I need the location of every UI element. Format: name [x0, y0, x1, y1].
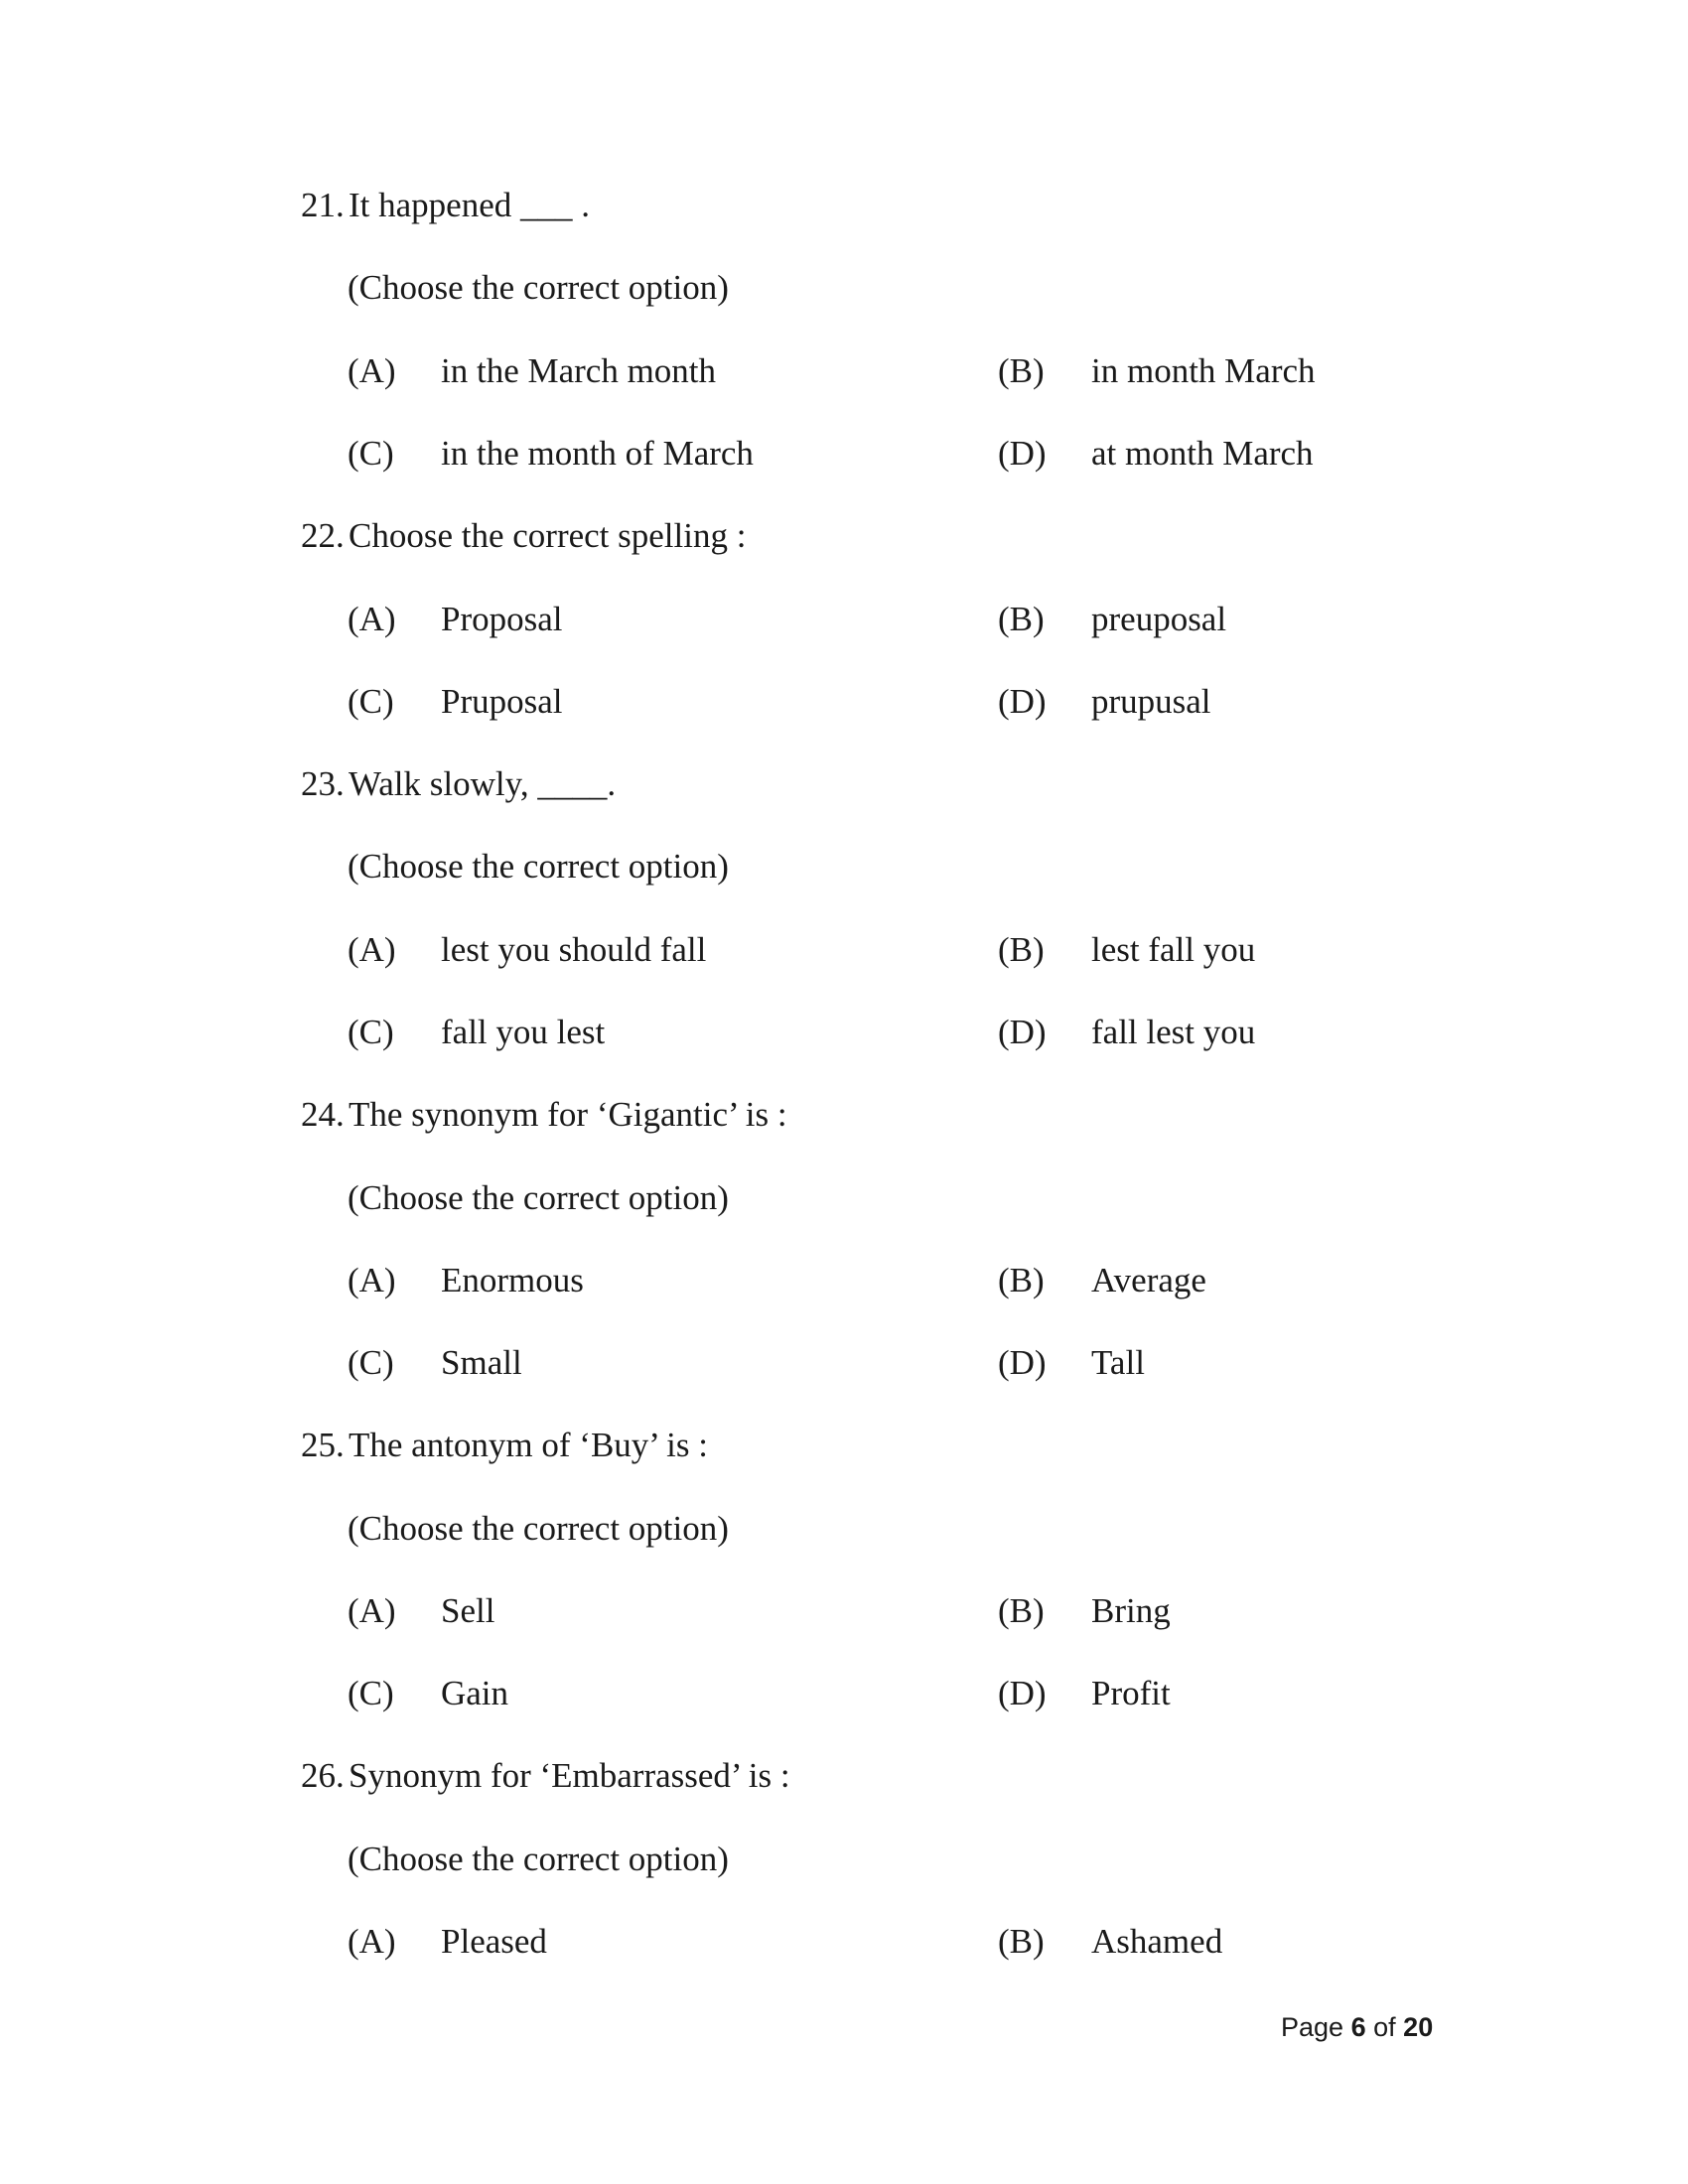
- question-text: Choose the correct spelling :: [349, 516, 747, 555]
- option-b: [998, 1920, 1222, 1964]
- footer-of: of: [1373, 2012, 1396, 2042]
- question-instruction: (Choose the correct option): [348, 1509, 729, 1548]
- option-a: [348, 598, 563, 641]
- option-letter: (B): [998, 351, 1045, 390]
- option-letter: (A): [348, 600, 396, 638]
- option-letter: (C): [348, 434, 394, 473]
- option-letter: (D): [998, 1674, 1047, 1712]
- option-text: Bring: [1091, 1591, 1171, 1630]
- option-text: Average: [1091, 1261, 1206, 1299]
- question-number: 21.: [301, 186, 345, 224]
- option-b: [998, 1589, 1171, 1633]
- option-a: [348, 1589, 494, 1633]
- option-letter: (C): [348, 1674, 394, 1712]
- option-text: Small: [441, 1343, 522, 1382]
- option-letter: (B): [998, 1591, 1045, 1630]
- option-text: at month March: [1091, 434, 1314, 473]
- option-letter: (C): [348, 1013, 394, 1051]
- question-instruction: (Choose the correct option): [348, 847, 729, 886]
- option-a: [348, 1920, 547, 1964]
- option-text: fall you lest: [441, 1013, 606, 1051]
- option-letter: (B): [998, 1922, 1045, 1961]
- option-b: [998, 598, 1226, 641]
- footer-total-pages: 20: [1403, 2012, 1434, 2042]
- question-text: Synonym for ‘Embarrassed’ is :: [349, 1756, 790, 1795]
- option-letter: (D): [998, 1343, 1047, 1382]
- option-d: [998, 1341, 1145, 1385]
- option-d: [998, 1672, 1171, 1715]
- option-text: lest fall you: [1091, 930, 1256, 969]
- option-b: [998, 349, 1316, 393]
- question-instruction: (Choose the correct option): [348, 1840, 729, 1878]
- option-c: [348, 432, 754, 476]
- option-text: Profit: [1091, 1674, 1171, 1712]
- question-text: Walk slowly, ____.: [349, 764, 617, 803]
- question-21: [301, 184, 590, 227]
- question-text: The synonym for ‘Gigantic’ is :: [349, 1095, 787, 1134]
- option-text: in the month of March: [441, 434, 754, 473]
- option-letter: (A): [348, 1261, 396, 1299]
- question-25: [301, 1424, 708, 1467]
- question-text: The antonym of ‘Buy’ is :: [349, 1426, 708, 1464]
- option-text: Pruposal: [441, 682, 563, 721]
- option-text: fall lest you: [1091, 1013, 1256, 1051]
- option-letter: (C): [348, 1343, 394, 1382]
- option-letter: (A): [348, 1591, 396, 1630]
- option-letter: (D): [998, 682, 1047, 721]
- option-text: Ashamed: [1091, 1922, 1223, 1961]
- option-a: [348, 1259, 584, 1302]
- option-d: [998, 432, 1314, 476]
- option-d: [998, 680, 1211, 724]
- option-text: Pleased: [441, 1922, 547, 1961]
- question-number: 24.: [301, 1095, 345, 1134]
- option-c: [348, 1672, 508, 1715]
- question-24: [301, 1093, 787, 1137]
- question-22: [301, 514, 746, 558]
- option-text: Sell: [441, 1591, 495, 1630]
- option-text: in the March month: [441, 351, 717, 390]
- option-letter: (D): [998, 434, 1047, 473]
- option-text: prupusal: [1091, 682, 1211, 721]
- option-text: Proposal: [441, 600, 563, 638]
- option-a: [348, 928, 706, 972]
- question-number: 26.: [301, 1756, 345, 1795]
- option-letter: (A): [348, 1922, 396, 1961]
- option-d: [998, 1011, 1255, 1054]
- footer-prefix: Page: [1281, 2012, 1344, 2042]
- option-text: Tall: [1091, 1343, 1145, 1382]
- question-number: 22.: [301, 516, 345, 555]
- option-b: [998, 928, 1255, 972]
- page-number-footer: [1281, 2010, 1433, 2044]
- option-letter: (D): [998, 1013, 1047, 1051]
- option-text: Enormous: [441, 1261, 584, 1299]
- question-23: [301, 762, 616, 806]
- option-c: [348, 1341, 522, 1385]
- option-a: [348, 349, 716, 393]
- option-letter: (B): [998, 1261, 1045, 1299]
- option-text: preuposal: [1091, 600, 1227, 638]
- question-instruction: (Choose the correct option): [348, 1178, 729, 1217]
- option-text: in month March: [1091, 351, 1316, 390]
- question-text: It happened ___ .: [349, 186, 590, 224]
- option-letter: (B): [998, 600, 1045, 638]
- option-letter: (C): [348, 682, 394, 721]
- option-text: Gain: [441, 1674, 509, 1712]
- option-c: [348, 680, 563, 724]
- question-number: 25.: [301, 1426, 345, 1464]
- question-number: 23.: [301, 764, 345, 803]
- option-c: [348, 1011, 605, 1054]
- footer-current-page: 6: [1350, 2012, 1366, 2042]
- question-26: [301, 1754, 790, 1798]
- question-instruction: (Choose the correct option): [348, 268, 729, 307]
- option-letter: (B): [998, 930, 1045, 969]
- option-letter: (A): [348, 930, 396, 969]
- option-text: lest you should fall: [441, 930, 707, 969]
- option-letter: (A): [348, 351, 396, 390]
- option-b: [998, 1259, 1206, 1302]
